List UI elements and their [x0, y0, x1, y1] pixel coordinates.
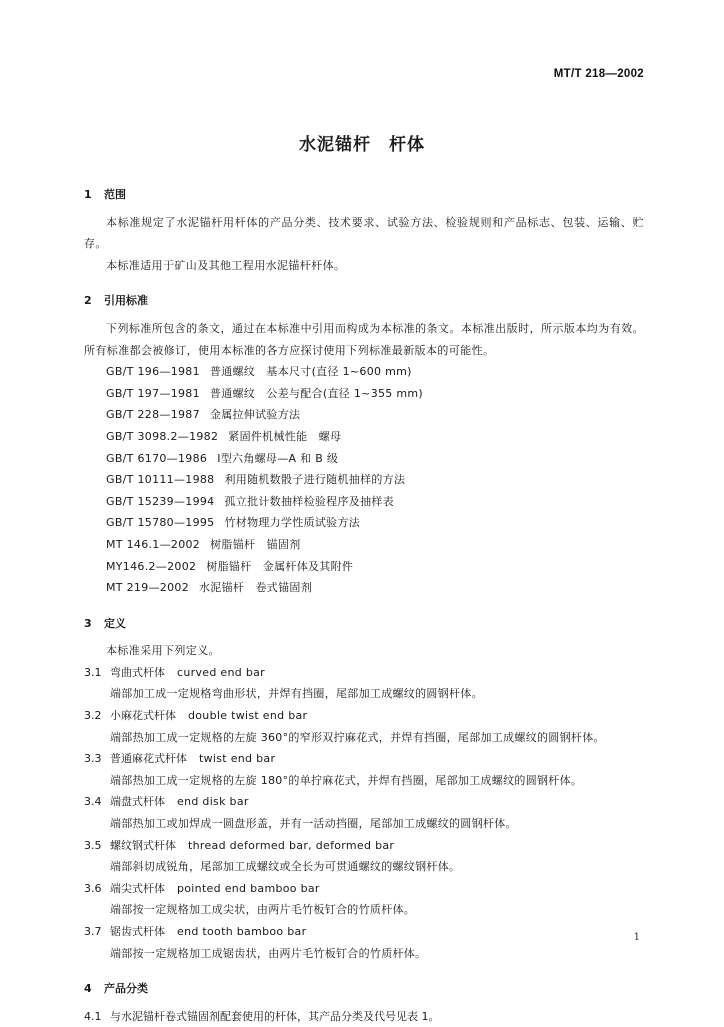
definition-heading: [84, 878, 644, 900]
definition-term: 小麻花式杆体: [110, 709, 176, 723]
reference-item: [84, 512, 644, 534]
definition-heading: [84, 705, 644, 727]
definition-number: 3.2: [84, 709, 102, 723]
definition-term: 端尖式杆体: [110, 881, 165, 895]
document-title: 水泥锚杆 杆体: [299, 135, 425, 155]
section-heading-references: [84, 290, 644, 312]
definition-number: 3.7: [84, 925, 102, 938]
clause-text: 与水泥锚杆卷式锚固剂配套使用的杆体，其产品分类及代号见表 1。: [110, 1009, 440, 1023]
definition-body: 端部按一定规格加工成尖状，由两片毛竹板钉合的竹质杆体。: [110, 903, 416, 917]
definition-heading: [84, 662, 644, 684]
section-number: 2: [84, 294, 92, 308]
section-number: 3: [84, 616, 92, 630]
reference-code: MT 219—2002: [106, 581, 189, 595]
definition-heading: [84, 921, 644, 943]
definition-number: 3.3: [84, 752, 102, 766]
reference-item: [84, 404, 644, 426]
definition-term: 普通麻花式杆体: [110, 752, 187, 766]
reference-code: GB/T 15780—1995: [106, 516, 215, 530]
reference-item: [84, 534, 644, 556]
reference-title: Ⅰ型六角螺母—A 和 B 级: [217, 451, 339, 465]
reference-code: GB/T 10111—1988: [106, 473, 215, 487]
definition-term: 端盘式杆体: [110, 795, 165, 809]
section-number: 1: [84, 188, 92, 201]
section-title: 范围: [104, 188, 126, 201]
reference-title: 树脂锚杆 锚固剂: [210, 537, 301, 551]
reference-code: GB/T 197—1981: [106, 386, 200, 400]
paragraph: 本标准采用下列定义。: [106, 644, 220, 658]
reference-title: 利用随机数骰子进行随机抽样的方法: [224, 473, 406, 487]
section-number: 4: [84, 982, 92, 996]
definition-term-en: double twist end bar: [188, 709, 308, 723]
definition-number: 3.4: [84, 795, 102, 809]
definition-term: 弯曲式杆体: [110, 665, 165, 679]
reference-code: MY146.2—2002: [106, 559, 197, 573]
reference-item: [84, 448, 644, 470]
reference-item: [84, 361, 644, 383]
definition-heading: [84, 791, 644, 813]
reference-item: [84, 556, 644, 578]
definition-number: 3.5: [84, 838, 102, 852]
reference-item: [84, 469, 644, 491]
paragraph: 下列标准所包含的条文，通过在本标准中引用而构成为本标准的条文。本标准出版时，所示版本均为有效。所有标准都会被修订，使用本标准的各方应探讨使用下列标准最新版本的可能性。: [84, 321, 644, 357]
reference-title: 孤立批计数抽样检验程序及抽样表: [224, 494, 394, 508]
reference-title: 树脂锚杆 金属杆体及其附件: [206, 559, 354, 573]
definition-body: 端部热加工成一定规格的左旋 180°的单拧麻花式，并焊有挡圈，尾部加工成螺纹的圆钢杆体。: [110, 773, 583, 787]
reference-code: GB/T 3098.2—1982: [106, 429, 219, 443]
reference-title: 紧固件机械性能 螺母: [228, 429, 342, 443]
paragraph: 本标准适用于矿山及其他工程用水泥锚杆杆体。: [106, 258, 346, 272]
reference-code: GB/T 228—1987: [106, 408, 200, 422]
section-heading-definitions: [84, 613, 644, 635]
reference-title: 普通螺纹 基本尺寸(直径 1~600 mm): [209, 365, 412, 379]
definition-term-en: thread deformed bar, deformed bar: [188, 838, 395, 852]
definition-body: 端部热加工或加焊成一圆盘形盖，并有一活动挡圈，尾部加工成螺纹的圆钢杆体。: [110, 817, 517, 831]
reference-item: [84, 426, 644, 448]
reference-code: GB/T 15239—1994: [106, 494, 215, 508]
section-title: 定义: [104, 616, 126, 630]
reference-title: 水泥锚杆 卷式锚固剂: [199, 581, 312, 595]
definition-number: 3.1: [84, 665, 102, 679]
reference-item: [84, 577, 644, 599]
clause-number: 4.1: [84, 1009, 102, 1023]
page-number: 1: [633, 932, 640, 943]
reference-code: GB/T 196—1981: [106, 365, 200, 379]
definition-body: 端部加工成一定规格弯曲形状，并焊有挡圈，尾部加工成螺纹的圆钢杆体。: [110, 687, 483, 701]
definition-term-en: end tooth bamboo bar: [177, 925, 307, 938]
definition-body: 端部热加工成一定规格的左旋 360°的窄形双拧麻花式，并焊有挡圈，尾部加工成螺纹的圆钢杆体。: [110, 730, 605, 744]
definition-heading: [84, 835, 644, 857]
reference-code: GB/T 6170—1986: [106, 451, 208, 465]
reference-item: [84, 383, 644, 405]
reference-item: [84, 491, 644, 513]
definition-body: 端部按一定规格加工成锯齿状，由两片毛竹板钉合的竹质杆体。: [110, 946, 427, 960]
definition-term-en: end disk bar: [177, 795, 249, 809]
definition-number: 3.6: [84, 881, 102, 895]
definition-term-en: pointed end bamboo bar: [177, 881, 320, 895]
definition-body: 端部斜切成锐角，尾部加工成螺纹或全长为可贯通螺纹的螺纹钢杆体。: [110, 860, 461, 874]
document-body: [84, 180, 644, 1027]
paragraph: 本标准规定了水泥锚杆用杆体的产品分类、技术要求、试验方法、检验规则和产品标志、包装、运输、贮存。: [84, 215, 644, 251]
section-heading-scope: [84, 184, 644, 206]
reference-title: 竹材物理力学性质试验方法: [224, 516, 361, 530]
reference-title: 金属拉伸试验方法: [209, 408, 301, 422]
definition-term: 螺纹钢式杆体: [110, 838, 176, 852]
reference-list: [84, 361, 644, 599]
definition-heading: [84, 748, 644, 770]
definition-term-en: twist end bar: [199, 752, 276, 766]
reference-title: 普通螺纹 公差与配合(直径 1~355 mm): [209, 386, 424, 400]
definition-term: 锯齿式杆体: [110, 925, 165, 938]
section-title: 引用标准: [104, 294, 148, 308]
reference-code: MT 146.1—2002: [106, 537, 201, 551]
definition-term-en: curved end bar: [177, 665, 265, 679]
standard-code: MT/T 218—2002: [553, 68, 644, 80]
section-title: 产品分类: [104, 982, 148, 996]
section-heading-classification: [84, 978, 644, 1000]
